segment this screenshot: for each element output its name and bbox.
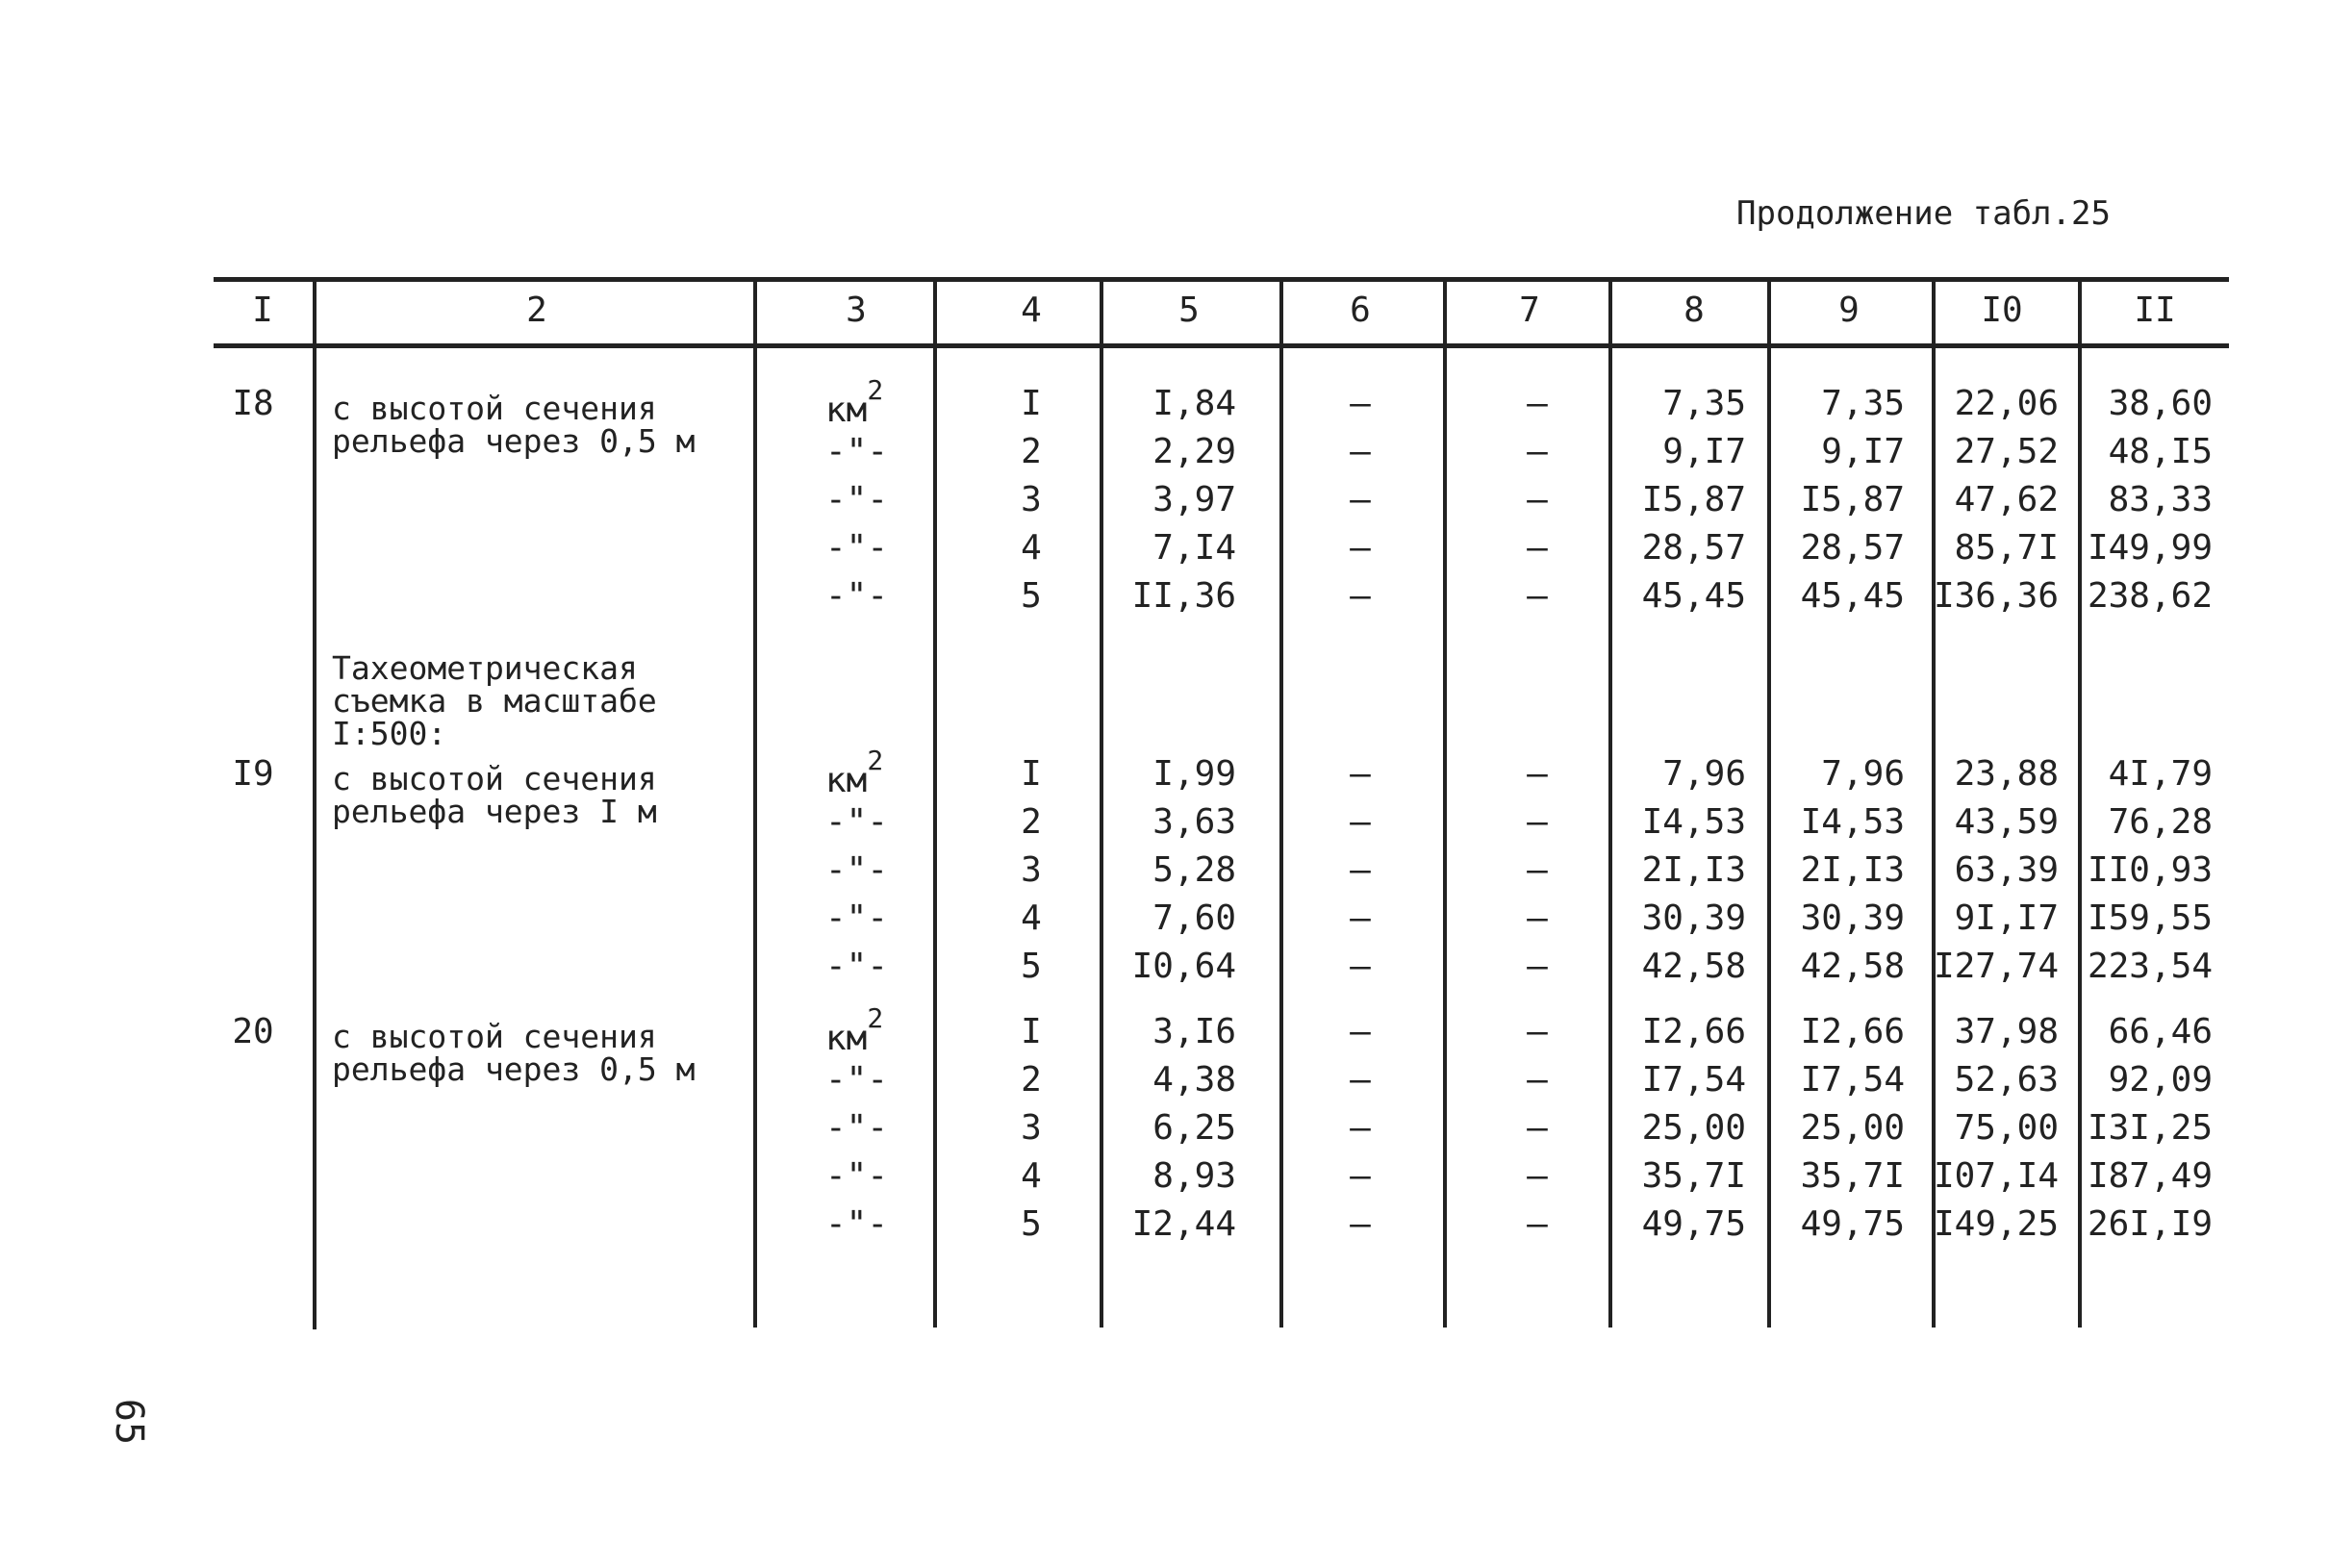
unit-cell [825,802,889,842]
unit-text: -"- [825,1060,889,1100]
table-top-rule [214,277,2229,282]
cell-c11: 4I,79 [2108,754,2213,794]
row-description: с высотой сечения [332,760,657,797]
cell-c10: 22,06 [1954,384,2059,423]
row-description: рельефа через 0,5 м [332,422,696,460]
cell-c10: 27,52 [1954,432,2059,471]
cell-c10: 52,63 [1954,1060,2059,1100]
unit-text: -"- [825,528,889,568]
cell-c10: 63,39 [1954,850,2059,890]
cell-c6: – [1350,528,1371,568]
cell-c4: 4 [1021,898,1042,938]
unit-text: -"- [825,802,889,842]
column-divider [1100,279,1103,1328]
cell-c4: 3 [1021,1108,1042,1148]
cell-c5: II,36 [1131,576,1236,616]
table-header-rule [214,343,2229,348]
cell-c11: 92,09 [2108,1060,2213,1100]
cell-c8: 49,75 [1641,1204,1746,1244]
cell-c7: – [1527,754,1548,794]
unit-text: -"- [825,1204,889,1244]
cell-c6: – [1350,754,1371,794]
unit-cell [825,576,889,616]
cell-c8: 9,I7 [1662,432,1746,471]
cell-c4: 2 [1021,1060,1042,1100]
cell-c6: – [1350,1012,1371,1051]
cell-c6: – [1350,576,1371,616]
cell-c9: I7,54 [1800,1060,1905,1100]
cell-c11: 83,33 [2108,480,2213,519]
cell-c6: – [1350,1204,1371,1244]
cell-c5: 7,I4 [1152,528,1236,568]
cell-c6: – [1350,384,1371,423]
cell-c10: 37,98 [1954,1012,2059,1051]
cell-c7: – [1527,1108,1548,1148]
cell-c5: I,99 [1152,754,1236,794]
cell-c10: 85,7I [1954,528,2059,568]
cell-c9: 25,00 [1800,1108,1905,1148]
cell-c6: – [1350,1108,1371,1148]
column-divider [753,279,757,1328]
cell-c8: 42,58 [1641,947,1746,986]
cell-c9: 7,96 [1821,754,1905,794]
unit-text: -"- [825,576,889,616]
cell-c6: – [1350,1060,1371,1100]
cell-c11: 223,54 [2087,947,2213,986]
cell-c11: 238,62 [2087,576,2213,616]
column-header: II [2134,291,2176,330]
cell-c11: I59,55 [2087,898,2213,938]
row-description: рельефа через 0,5 м [332,1050,696,1088]
cell-c9: I2,66 [1800,1012,1905,1051]
unit-cell [825,1002,884,1058]
column-header: 9 [1838,291,1860,330]
row-description: Тахеометрическая [332,649,638,687]
cell-c5: I0,64 [1131,947,1236,986]
cell-c4: 3 [1021,480,1042,519]
unit-cell [825,528,889,568]
cell-c11: II0,93 [2087,850,2213,890]
cell-c7: – [1527,1012,1548,1051]
cell-c10: 23,88 [1954,754,2059,794]
cell-c4: 2 [1021,802,1042,842]
cell-c11: 26I,I9 [2087,1204,2213,1244]
cell-c6: – [1350,850,1371,890]
row-description: с высотой сечения [332,1018,657,1055]
cell-c6: – [1350,898,1371,938]
cell-c7: – [1527,898,1548,938]
cell-c4: 5 [1021,1204,1042,1244]
cell-c5: I,84 [1152,384,1236,423]
cell-c4: 4 [1021,528,1042,568]
cell-c8: 28,57 [1641,528,1746,568]
unit-text: -"- [825,850,889,890]
row-number: 20 [232,1012,274,1051]
cell-c9: 2I,I3 [1800,850,1905,890]
column-divider [1767,279,1771,1328]
column-header: I0 [1981,291,2023,330]
cell-c9: I5,87 [1800,480,1905,519]
cell-c11: I3I,25 [2087,1108,2213,1148]
cell-c11: 76,28 [2108,802,2213,842]
column-divider [2078,279,2082,1328]
cell-c4: I [1021,1012,1042,1051]
cell-c9: 9,I7 [1821,432,1905,471]
cell-c7: – [1527,1204,1548,1244]
cell-c8: I2,66 [1641,1012,1746,1051]
cell-c8: 35,7I [1641,1156,1746,1196]
column-header: 5 [1178,291,1200,330]
unit-cell [825,898,889,938]
cell-c7: – [1527,850,1548,890]
cell-c5: 2,29 [1152,432,1236,471]
column-header: 6 [1350,291,1371,330]
unit-superscript: 2 [867,374,884,406]
column-divider [1608,279,1612,1328]
cell-c9: 7,35 [1821,384,1905,423]
cell-c4: 4 [1021,1156,1042,1196]
cell-c6: – [1350,802,1371,842]
cell-c8: I7,54 [1641,1060,1746,1100]
cell-c9: 28,57 [1800,528,1905,568]
cell-c10: I27,74 [1933,947,2059,986]
unit-cell [825,1060,889,1100]
cell-c7: – [1527,432,1548,471]
cell-c8: 25,00 [1641,1108,1746,1148]
row-description: съемка в масштабе [332,682,657,720]
cell-c9: 42,58 [1800,947,1905,986]
unit-superscript: 2 [867,745,884,776]
cell-c8: I4,53 [1641,802,1746,842]
cell-c11: 38,60 [2108,384,2213,423]
unit-cell [825,1204,889,1244]
cell-c6: – [1350,947,1371,986]
cell-c7: – [1527,802,1548,842]
unit-cell [825,850,889,890]
cell-c10: 75,00 [1954,1108,2059,1148]
column-header: 2 [526,291,547,330]
unit-cell [825,949,888,984]
unit-text: -"- [825,480,889,519]
cell-c5: 3,63 [1152,802,1236,842]
unit-text: -"- [825,432,889,471]
column-header: 3 [846,291,867,330]
unit-cell [825,1108,889,1148]
unit-text: -"- [825,898,889,938]
column-divider [313,279,316,1329]
unit-text: км [825,1019,868,1058]
cell-c10: I07,I4 [1933,1156,2059,1196]
column-header: 4 [1021,291,1042,330]
cell-c5: I2,44 [1131,1204,1236,1244]
cell-c7: – [1527,1156,1548,1196]
cell-c8: 7,96 [1662,754,1746,794]
cell-c5: 4,38 [1152,1060,1236,1100]
column-divider [1279,279,1283,1328]
unit-cell [825,480,889,519]
cell-c5: 8,93 [1152,1156,1236,1196]
cell-c8: I5,87 [1641,480,1746,519]
cell-c8: 30,39 [1641,898,1746,938]
row-description: I:500: [332,715,447,752]
unit-cell [825,374,884,430]
cell-c8: 2I,I3 [1641,850,1746,890]
unit-cell [825,432,889,471]
unit-text: -"- [825,1108,889,1148]
unit-superscript: 2 [867,1002,884,1034]
cell-c7: – [1527,1060,1548,1100]
unit-text: км [825,761,868,800]
cell-c5: 6,25 [1152,1108,1236,1148]
cell-c10: I49,25 [1933,1204,2059,1244]
cell-c6: – [1350,1156,1371,1196]
page-number: 65 [107,1398,152,1446]
column-header: I [252,291,273,330]
cell-c4: 5 [1021,947,1042,986]
row-number: I8 [232,384,274,423]
cell-c8: 7,35 [1662,384,1746,423]
cell-c6: – [1350,480,1371,519]
cell-c9: 45,45 [1800,576,1905,616]
cell-c7: – [1527,480,1548,519]
cell-c10: 43,59 [1954,802,2059,842]
row-description: с высотой сечения [332,390,657,427]
cell-c5: 3,I6 [1152,1012,1236,1051]
cell-c11: I49,99 [2087,528,2213,568]
cell-c4: 3 [1021,850,1042,890]
column-header: 8 [1683,291,1705,330]
cell-c11: 66,46 [2108,1012,2213,1051]
cell-c9: I4,53 [1800,802,1905,842]
row-description: рельефа через I м [332,793,657,830]
cell-c9: 49,75 [1800,1204,1905,1244]
cell-c4: I [1021,754,1042,794]
row-number: I9 [232,754,274,794]
cell-c5: 5,28 [1152,850,1236,890]
cell-c9: 30,39 [1800,898,1905,938]
unit-text: -"- [825,947,889,986]
column-divider [933,279,937,1328]
unit-text: -"- [825,1156,889,1196]
cell-c4: 2 [1021,432,1042,471]
cell-c9: 35,7I [1800,1156,1905,1196]
table-caption: Продолжение табл.25 [1736,194,2111,233]
cell-c5: 7,60 [1152,898,1236,938]
unit-cell [825,745,884,800]
cell-c10: 9I,I7 [1954,898,2059,938]
cell-c4: I [1021,384,1042,423]
cell-c11: I87,49 [2087,1156,2213,1196]
column-header: 7 [1519,291,1540,330]
unit-cell [825,1156,889,1196]
cell-c5: 3,97 [1152,480,1236,519]
unit-text: км [825,391,868,430]
cell-c7: – [1527,947,1548,986]
cell-c7: – [1527,384,1548,423]
cell-c6: – [1350,432,1371,471]
cell-c11: 48,I5 [2108,432,2213,471]
cell-c10: I36,36 [1933,576,2059,616]
cell-c7: – [1527,576,1548,616]
cell-c8: 45,45 [1641,576,1746,616]
cell-c4: 5 [1021,576,1042,616]
cell-c10: 47,62 [1954,480,2059,519]
column-divider [1443,279,1447,1328]
cell-c7: – [1527,528,1548,568]
